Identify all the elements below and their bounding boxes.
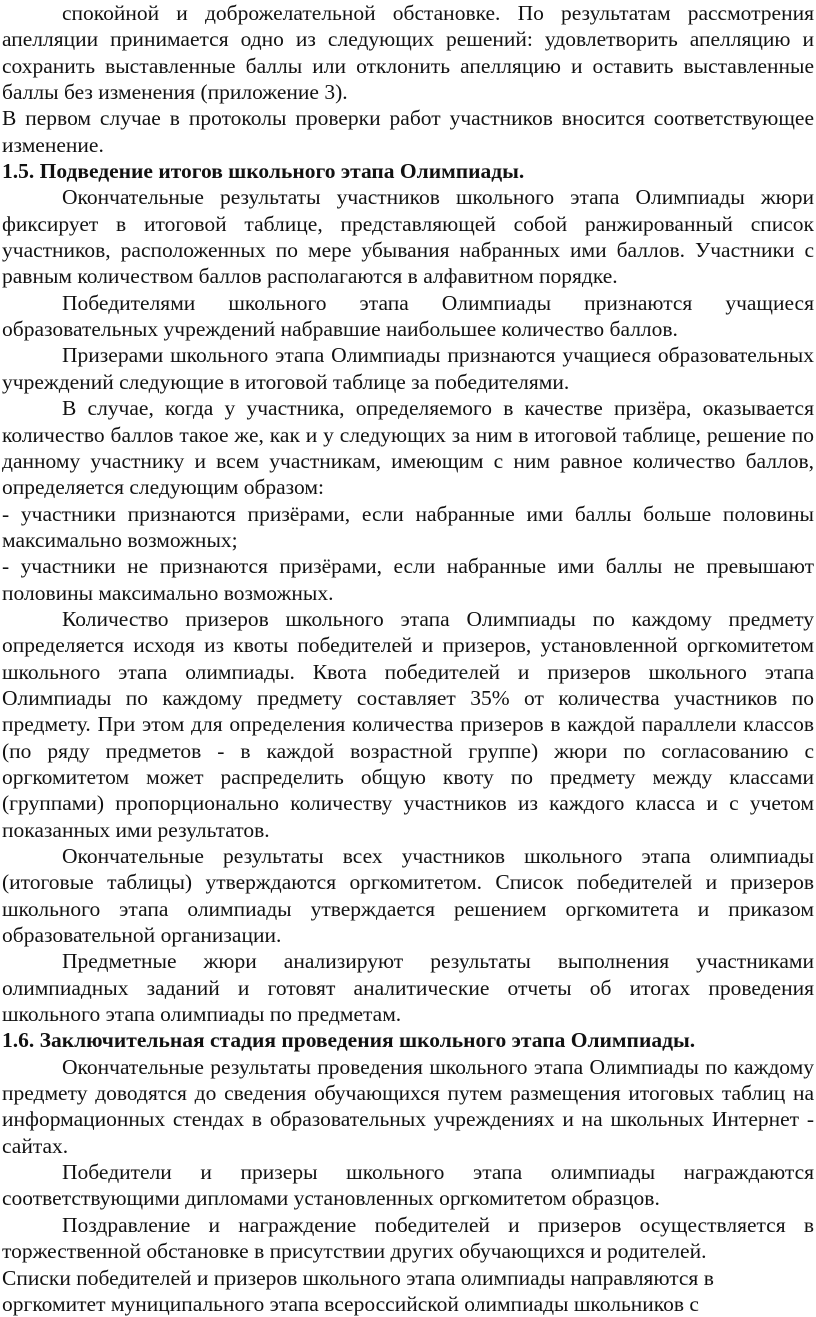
paragraph-winners: Победителями школьного этапа Олимпиады признаются учащиеся образовательных учреждений набравшие наибольшее количество баллов. xyxy=(2,290,814,343)
paragraph-appeal-decision: спокойной и доброжелательной обстановке. По результатам рассмотрения апелляции принимается одно из следующих решений: удовлетворить апелляцию и сохранить выставленные баллы или отклонить апелляцию и оставить выставленные баллы без изменения (приложение 3). xyxy=(2,0,814,105)
paragraph-results-publication: Окончательные результаты проведения школьного этапа Олимпиады по каждому предмету доводятся до сведения обучающихся путем размещения итоговых таблиц на информационных стендах в образовательных учреждениях и на школьных Интернет - сайтах. xyxy=(2,1054,814,1159)
list-item-recognized: - участники признаются призёрами, если набранные ими баллы больше половины максимально возможных; xyxy=(2,501,814,554)
paragraph-prize-winners: Призерами школьного этапа Олимпиады признаются учащиеся образовательных учреждений следующие в итоговой таблице за победителями. xyxy=(2,342,814,395)
paragraph-final-results: Окончательные результаты участников школьного этапа Олимпиады жюри фиксирует в итоговой таблице, представляющей собой ранжированный список участников, расположенных по мере убывания набранных ими баллов. Участники с равным количеством баллов располагаются в алфавитном порядке. xyxy=(2,184,814,289)
paragraph-diplomas: Победители и призеры школьного этапа олимпиады награждаются соответствующими дипломами установленных оргкомитетом образцов. xyxy=(2,1159,814,1212)
document-page xyxy=(2,0,814,1317)
paragraph-jury-analysis: Предметные жюри анализируют результаты выполнения участниками олимпиадных заданий и готовят аналитические отчеты об итогах проведения школьного этапа олимпиады по предметам. xyxy=(2,948,814,1027)
paragraph-equal-scores: В случае, когда у участника, определяемого в качестве призёра, оказывается количество баллов такое же, как и у следующих за ним в итоговой таблице, решение по данному участнику и всем участникам, имеющим с ним равное количество баллов, определяется следующим образом: xyxy=(2,395,814,500)
paragraph-protocol-change: В первом случае в протоколы проверки работ участников вносится соответствующее изменение. xyxy=(2,105,814,158)
paragraph-lists-sent: Списки победителей и призеров школьного этапа олимпиады направляются в оргкомитет муниципального этапа всероссийской олимпиады школьников с xyxy=(2,1265,814,1317)
paragraph-ceremony: Поздравление и награждение победителей и призеров осуществляется в торжественной обстановке в присутствии других обучающихся и родителей. xyxy=(2,1212,814,1265)
paragraph-approval: Окончательные результаты всех участников школьного этапа олимпиады (итоговые таблицы) утверждаются оргкомитетом. Список победителей и призеров школьного этапа олимпиады утверждается решением оргкомитета и приказом образовательной организации. xyxy=(2,843,814,948)
section-heading-1-6: 1.6. Заключительная стадия проведения школьного этапа Олимпиады. xyxy=(2,1027,814,1053)
list-item-not-recognized: - участники не признаются призёрами, если набранные ими баллы не превышают половины максимально возможных. xyxy=(2,553,814,606)
paragraph-quota: Количество призеров школьного этапа Олимпиады по каждому предмету определяется исходя из квоты победителей и призеров, установленной оргкомитетом школьного этапа олимпиады. Квота победителей и призеров школьного этапа Олимпиады по каждому предмету составляет 35% от количества участников по предмету. При этом для определения количества призеров в каждой параллели классов (по ряду предметов - в каждой возрастной группе) жюри по согласованию с оргкомитетом может распределить общую квоту по предмету между классами (группами) пропорционально количеству участников из каждого класса и с учетом показанных ими результатов. xyxy=(2,606,814,843)
section-heading-1-5: 1.5. Подведение итогов школьного этапа Олимпиады. xyxy=(2,158,814,184)
